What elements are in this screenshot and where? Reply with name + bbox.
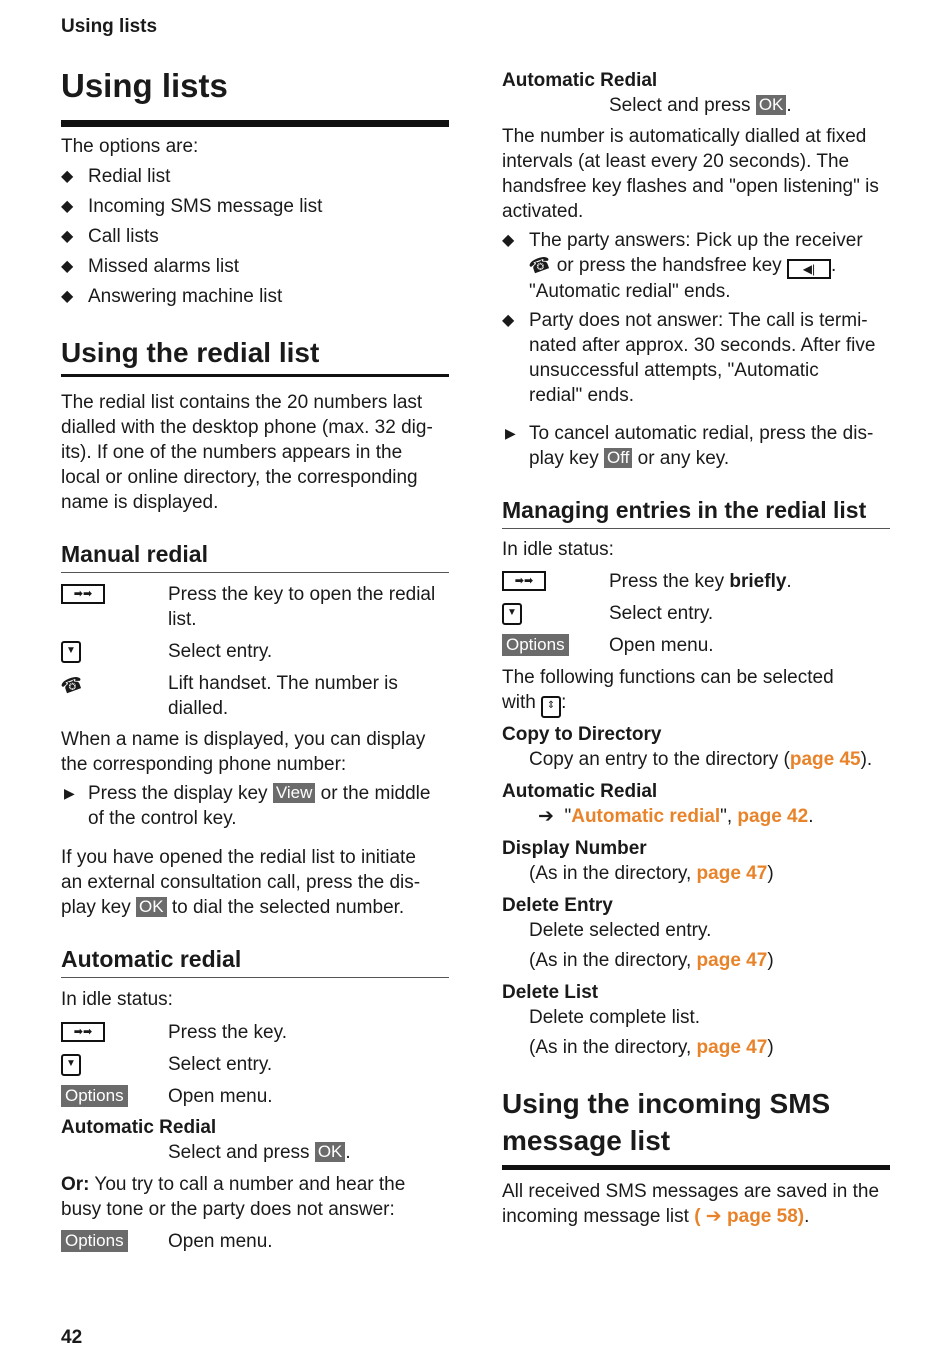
arrow-icon: ➔ — [538, 806, 554, 827]
running-header: Using lists — [61, 16, 158, 37]
dial-paragraph: The number is automatically dialled at fixed intervals (at least every 20 seconds). The handsfree key flashes and "open listening" is activated. — [502, 126, 879, 222]
section-heading-sms: Using the incoming SMS message list — [502, 1085, 890, 1170]
name-paragraph: When a name is displayed, you can display the corresponding phone number: — [61, 729, 426, 775]
navigate-icon: ▼ — [502, 603, 522, 625]
function-entries: Copy to Directory Copy an entry to the directory (page 45). Automatic Redial ➔ "Automatic redial", page 42. Display Number (As in the directory, page 47) Delete Entry Delete selected entry. (As in the directory, page 47) Delete List Delete complete list. (As in the directory, page 47) — [502, 722, 890, 1060]
handsfree-key-icon: ◀| — [787, 259, 831, 279]
cancel-redial-step: ▶ To cancel automatic redial, press the dis- play key Off or any key. — [505, 423, 874, 469]
page-link[interactable]: page 42 — [737, 806, 809, 827]
options-key[interactable]: Options — [502, 634, 569, 656]
entry-title: Copy to Directory — [502, 724, 662, 745]
options-list — [61, 134, 449, 309]
options-intro: The options are: — [61, 136, 199, 157]
list-item: ◆ Call lists — [61, 226, 159, 247]
section-heading-redial: Using the redial list — [61, 336, 449, 377]
functions-paragraph: The following functions can be selected with ⇕ : — [502, 665, 890, 718]
entry-title: Delete List — [502, 982, 599, 1003]
manual-steps: ➡➡ Press the key to open the redial list. ▼ Select entry. ☎ Lift handset. The number is dialled. — [58, 584, 436, 719]
arrow-icon: ➔ — [700, 1206, 728, 1227]
manage-steps: ➡➡ Press the key briefly. ▼ Select entry. Options Open menu. — [502, 569, 890, 658]
options-key[interactable]: Options — [61, 1230, 128, 1252]
sms-paragraph: All received SMS messages are saved in the incoming message list ( ➔ page 58). — [502, 1181, 880, 1227]
options-key[interactable]: Options — [61, 1085, 128, 1107]
party-answers-item: ◆ The party answers: Pick up the receiver ☎ or press the handsfree key ◀| . "Automatic redial" ends. — [502, 230, 863, 302]
list-item: ◆ Missed alarms list — [61, 256, 239, 277]
page-link[interactable]: page 47 — [696, 863, 768, 884]
subheading-manual-redial: Manual redial — [61, 540, 449, 573]
subheading-managing-entries: Managing entries in the redial list — [502, 496, 890, 529]
redial-key-icon: ➡➡ — [61, 1022, 105, 1042]
list-item: ◆ Answering machine list — [61, 286, 283, 307]
idle-status-label: In idle status: — [61, 989, 173, 1010]
idle-status-label: In idle status: — [502, 539, 614, 560]
consultation-paragraph: If you have opened the redial list to initiate an external consultation call, press the dis- play key OK to dial the selected number. — [61, 847, 421, 918]
party-no-answer-item: ◆ Party does not answer: The call is termi- nated after approx. 30 seconds. After five unsuccessful attempts, "Automatic redial" ends. — [502, 310, 876, 406]
entry-title: Automatic Redial — [502, 781, 658, 802]
auto-steps: ➡➡ Press the key. ▼ Select entry. Options Open menu. — [61, 1020, 449, 1109]
ok-key[interactable]: OK — [756, 95, 787, 115]
handset-icon: ☎ — [58, 671, 86, 699]
view-key-step: ▶ Press the display key View or the middle of the control key. — [64, 783, 431, 829]
list-item: ◆ Redial list — [61, 166, 171, 187]
view-key[interactable]: View — [273, 783, 316, 803]
page-link[interactable]: page 47 — [696, 950, 768, 971]
ok-key[interactable]: OK — [315, 1142, 346, 1162]
ok-key[interactable]: OK — [136, 897, 167, 917]
page-title: Using lists — [61, 66, 449, 127]
automatic-redial-label: Automatic Redial — [502, 70, 658, 91]
or-paragraph: Or: You try to call a number and hear the busy tone or the party does not answer: — [61, 1174, 406, 1220]
list-item: ◆ Incoming SMS message list — [61, 196, 323, 217]
page-link[interactable]: page 47 — [696, 1037, 768, 1058]
page-link[interactable]: Automatic redial — [571, 806, 721, 827]
subheading-automatic-redial: Automatic redial — [61, 945, 449, 978]
page-link[interactable]: page 45 — [789, 749, 861, 770]
page-number: 42 — [61, 1327, 83, 1348]
redial-key-icon: ➡➡ — [61, 584, 105, 604]
entry-title: Display Number — [502, 838, 647, 859]
entry-title: Delete Entry — [502, 895, 613, 916]
navigate-updown-icon: ⇕ — [541, 696, 561, 718]
page-link[interactable]: page 58) — [727, 1206, 805, 1227]
off-key[interactable]: Off — [604, 448, 632, 468]
redial-paragraph: The redial list contains the 20 numbers last dialled with the desktop phone (max. 32 dig- its). If one of the numbers appears in the local or online directory, the corresponding name is displayed. — [61, 392, 433, 513]
navigate-icon: ▼ — [61, 641, 81, 663]
redial-key-icon: ➡➡ — [502, 571, 546, 591]
navigate-icon: ▼ — [61, 1054, 81, 1076]
automatic-redial-label: Automatic Redial — [61, 1117, 217, 1138]
handset-icon: ☎ — [526, 251, 554, 279]
